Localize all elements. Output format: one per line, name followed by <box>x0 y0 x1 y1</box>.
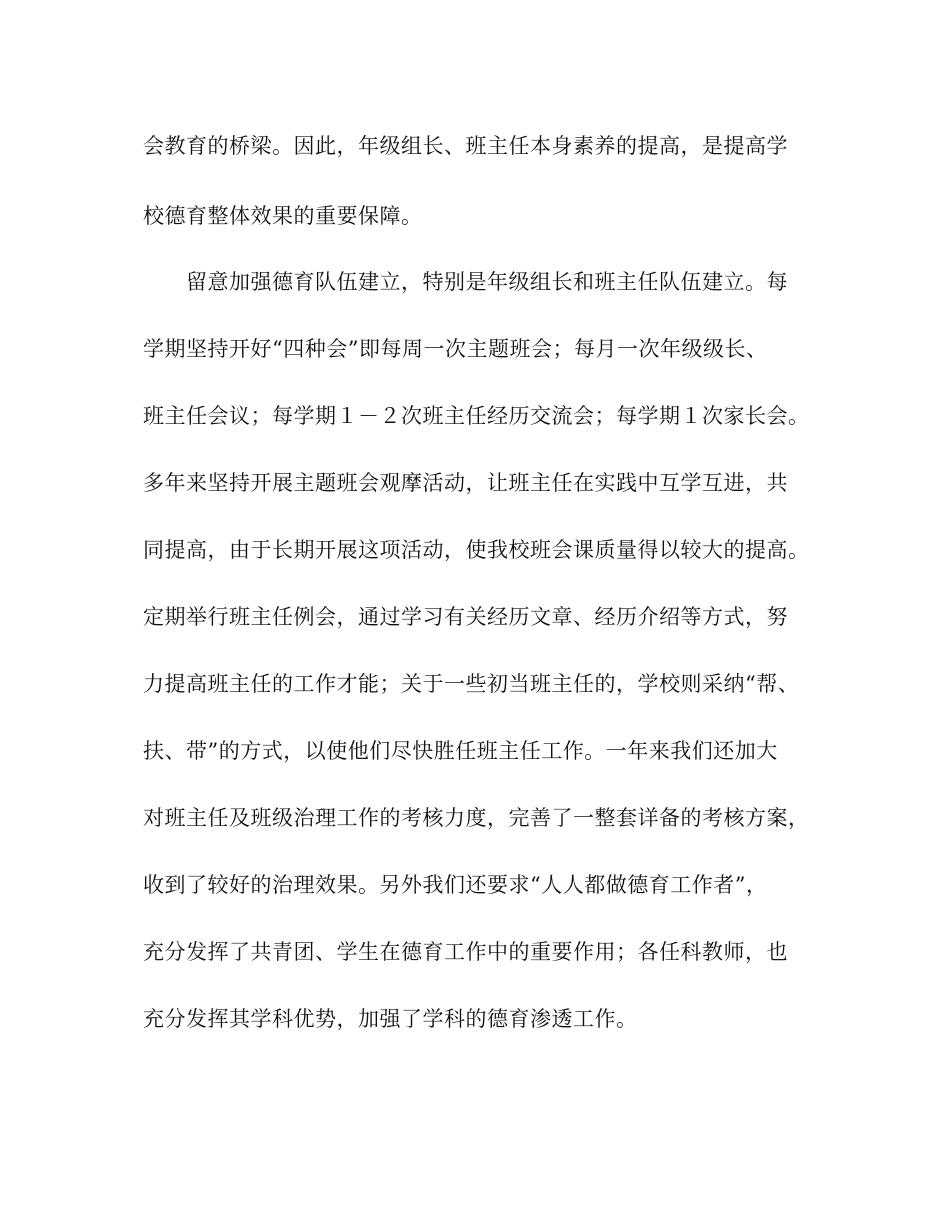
paragraph-line: 多年来坚持开展主题班会观摩活动，让班主任在实践中互学互进，共 <box>143 471 788 495</box>
paragraph-line: 学期坚持开好“四种会”即每周一次主题班会；每月一次年级级长、 <box>143 337 768 361</box>
paragraph-line: 校德育整体效果的重要保障。 <box>143 204 423 228</box>
paragraph-line: 收到了较好的治理效果。另外我们还要求“人人都做德育工作者”， <box>143 873 768 897</box>
paragraph-line: 力提高班主任的工作才能；关于一些初当班主任的，学校则采纳“帮、 <box>143 672 800 696</box>
paragraph-line: 扶、带”的方式，以使他们尽快胜任班主任工作。一年来我们还加大 <box>143 739 778 763</box>
paragraph-line: 充分发挥了共青团、学生在德育工作中的重要作用；各任科教师，也 <box>143 940 788 964</box>
paragraph-line: 班主任会议；每学期１－２次班主任经历交流会；每学期１次家长会。 <box>143 404 810 428</box>
paragraph-line: 定期举行班主任例会，通过学习有关经历文章、经历介绍等方式，努 <box>143 605 788 629</box>
paragraph-line: 同提高，由于长期开展这项活动，使我校班会课质量得以较大的提高。 <box>143 538 810 562</box>
paragraph-line: 对班主任及班级治理工作的考核力度，完善了一整套详备的考核方案， <box>143 806 810 830</box>
paragraph-line: 会教育的桥梁。因此，年级组长、班主任本身素养的提高，是提高学 <box>143 134 788 158</box>
paragraph-line: 充分发挥其学科优势，加强了学科的德育渗透工作。 <box>143 1007 638 1031</box>
paragraph-line: 留意加强德育队伍建立，特别是年级组长和班主任队伍建立。每 <box>186 270 788 294</box>
